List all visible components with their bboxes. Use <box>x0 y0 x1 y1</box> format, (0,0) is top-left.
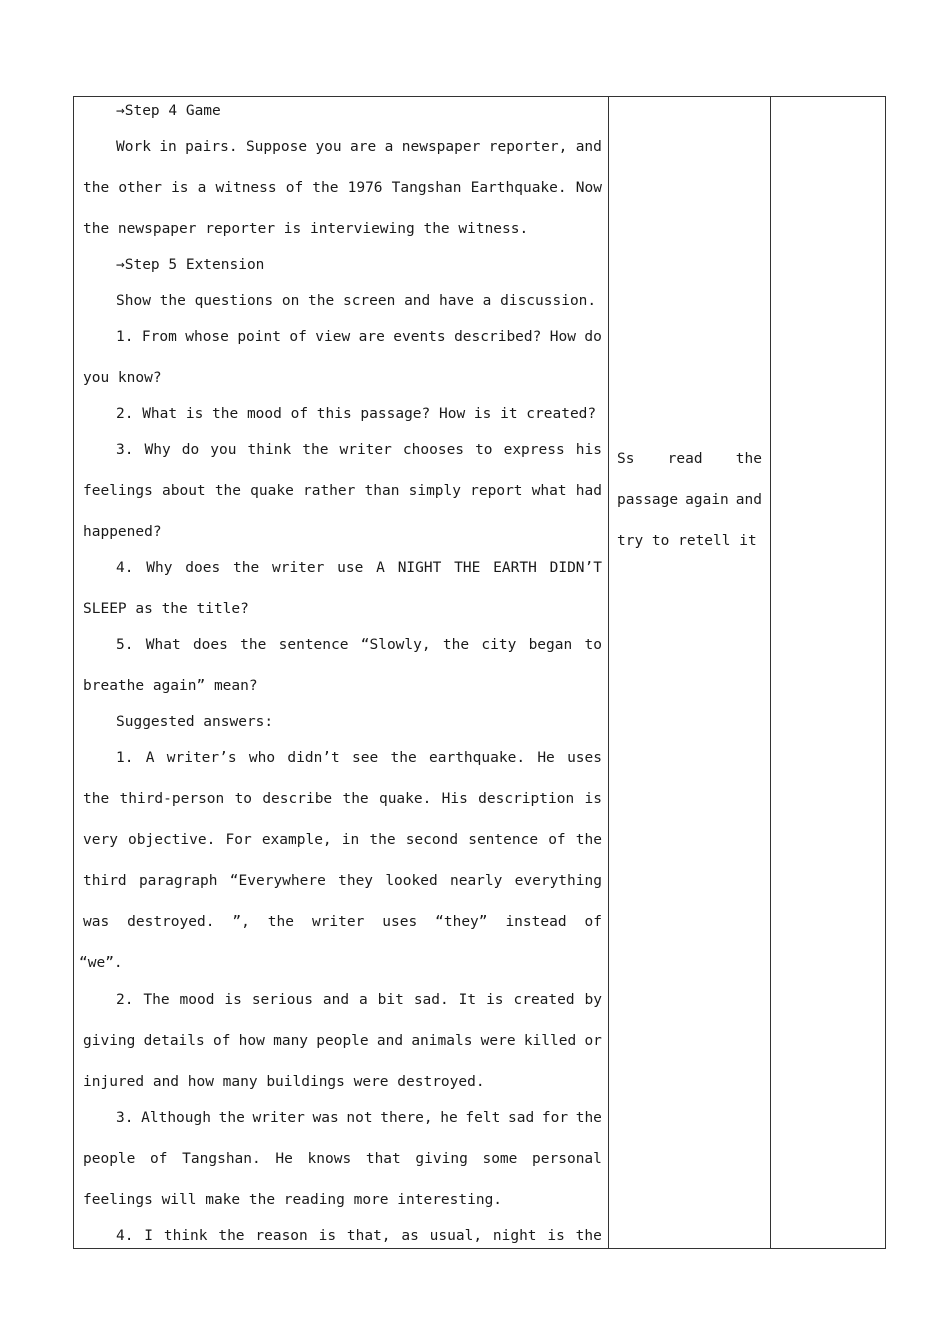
word: his <box>575 442 602 458</box>
word: express <box>503 442 565 458</box>
word: destroyed. <box>127 914 215 930</box>
word: city <box>481 637 517 653</box>
word: bit <box>377 992 404 1008</box>
word: by <box>584 992 602 1008</box>
word: night <box>492 1228 537 1244</box>
word: sentence <box>278 637 349 653</box>
body-text-line: the newspaper reporter is interviewing the witness. <box>83 221 529 237</box>
body-text-line <box>116 441 602 459</box>
word: The <box>143 992 170 1008</box>
word: of <box>548 832 566 848</box>
word: DIDN’T <box>549 560 602 576</box>
body-text-line <box>116 559 602 577</box>
word: earthquake. <box>429 750 526 766</box>
word: the <box>369 832 396 848</box>
word: 1. <box>116 750 134 766</box>
student-activity-line: try to retell it <box>617 533 757 549</box>
word: does <box>192 637 228 653</box>
word: the <box>267 914 294 930</box>
body-text-line: breathe again” mean? <box>83 678 258 694</box>
word: knows <box>307 1151 352 1167</box>
word: writer <box>311 914 365 930</box>
word: serious <box>251 992 313 1008</box>
word: writer <box>339 442 392 458</box>
word: paragraph <box>138 873 218 889</box>
student-activity-line <box>617 491 762 509</box>
word: third-person <box>119 791 225 807</box>
word: giving <box>415 1151 468 1167</box>
body-text-line <box>83 1150 602 1168</box>
word: many <box>273 1033 309 1049</box>
word: chooses <box>402 442 465 458</box>
word: in <box>159 139 177 155</box>
word: events <box>393 329 446 345</box>
word: is <box>171 180 189 196</box>
body-text-line <box>116 138 602 156</box>
word: or <box>584 1033 602 1049</box>
word: writer’s <box>166 750 237 766</box>
word: Tangshan. <box>182 1151 261 1167</box>
body-text-line <box>83 831 602 849</box>
word: quake. <box>378 791 432 807</box>
word: of <box>289 329 307 345</box>
body-text-line <box>83 872 602 890</box>
body-text-line <box>116 636 602 654</box>
word: killed <box>523 1033 577 1049</box>
word: again <box>685 492 729 508</box>
word: read <box>667 451 703 467</box>
word: not <box>346 1110 373 1126</box>
body-text-line <box>83 1032 602 1050</box>
word: 3. <box>116 1110 134 1126</box>
word: 3. <box>116 442 134 458</box>
word: sad. <box>413 992 449 1008</box>
body-text-line: “we”. <box>79 955 123 971</box>
word: He <box>537 750 555 766</box>
word: Ss <box>617 451 635 467</box>
word: there, <box>380 1110 433 1126</box>
word: the <box>575 1110 602 1126</box>
word: the <box>214 483 242 499</box>
word: a <box>197 180 207 196</box>
word: NIGHT <box>397 560 442 576</box>
word: His <box>441 791 468 807</box>
word: witness <box>215 180 277 196</box>
word: in <box>341 832 360 848</box>
word: feelings <box>83 483 153 499</box>
word: very <box>83 832 118 848</box>
word: animals <box>411 1033 473 1049</box>
word: uses <box>382 914 418 930</box>
body-text-line <box>83 179 602 197</box>
word: other <box>118 180 162 196</box>
word: to <box>234 791 253 807</box>
word: writer <box>271 560 325 576</box>
word: and <box>575 139 602 155</box>
word: than <box>364 483 400 499</box>
word: of <box>150 1151 168 1167</box>
word: pairs. <box>185 139 238 155</box>
word: 1. <box>116 329 134 345</box>
word: He <box>275 1151 293 1167</box>
word: “Everywhere <box>229 873 326 889</box>
word: giving <box>83 1033 136 1049</box>
word: of <box>285 180 304 196</box>
word: EARTH <box>493 560 537 576</box>
word: the <box>342 791 369 807</box>
word: everything <box>514 873 602 889</box>
word: and <box>322 992 350 1008</box>
word: use <box>337 560 364 576</box>
body-text-line: feelings will make the reading more interesting. <box>83 1192 503 1208</box>
word: people <box>83 1151 136 1167</box>
word: From <box>141 329 177 345</box>
word: Suppose <box>245 139 308 155</box>
word: “Slowly, <box>360 637 431 653</box>
word: 4. <box>116 1228 134 1244</box>
word: are <box>350 139 377 155</box>
word: some <box>482 1151 518 1167</box>
word: does <box>185 560 221 576</box>
word: reporter, <box>488 139 568 155</box>
body-text-line: Show the questions on the screen and have a discussion. <box>116 293 597 309</box>
word: looked <box>385 873 438 889</box>
word: is <box>486 992 504 1008</box>
word: What <box>145 637 181 653</box>
word: describe <box>262 791 333 807</box>
body-text-line: injured and how many buildings were destroyed. <box>83 1074 485 1090</box>
word: about <box>162 483 206 499</box>
word: second <box>405 832 459 848</box>
body-text-line <box>116 1109 602 1127</box>
body-text-line: →Step 5 Extension <box>116 257 265 273</box>
word: is <box>224 992 242 1008</box>
word: how <box>238 1033 265 1049</box>
word: A <box>376 560 385 576</box>
body-text-line <box>83 482 602 500</box>
word: you <box>210 442 237 458</box>
word: the <box>83 791 110 807</box>
word: mood <box>179 992 215 1008</box>
word: the <box>735 451 762 467</box>
word: was <box>83 914 110 930</box>
word: passage <box>617 492 679 508</box>
word: who <box>248 750 276 766</box>
word: began <box>528 637 573 653</box>
word: of <box>584 914 602 930</box>
word: described? <box>454 329 542 345</box>
word: what <box>531 483 567 499</box>
word: and <box>735 492 762 508</box>
word: the <box>390 750 417 766</box>
body-text-line <box>116 991 602 1009</box>
word: to <box>475 442 493 458</box>
word: the <box>218 1228 245 1244</box>
word: think <box>163 1228 208 1244</box>
word: sentence <box>468 832 539 848</box>
word: quake <box>250 483 294 499</box>
word: THE <box>454 560 481 576</box>
word: were <box>480 1033 516 1049</box>
word: details <box>143 1033 205 1049</box>
word: usual, <box>429 1228 483 1244</box>
word: created <box>513 992 575 1008</box>
body-text-line <box>116 749 602 767</box>
word: How <box>549 329 576 345</box>
word: a <box>359 992 368 1008</box>
word: 4. <box>116 560 134 576</box>
word: the <box>575 1228 602 1244</box>
word: of <box>212 1033 231 1049</box>
word: whose <box>185 329 229 345</box>
word: Earthquake. <box>470 180 567 196</box>
body-text-line: →Step 4 Game <box>116 103 221 119</box>
body-text-line <box>116 1227 602 1245</box>
word: writer <box>252 1110 305 1126</box>
word: the <box>312 180 339 196</box>
word: Work <box>116 139 151 155</box>
notes-cell <box>771 97 885 1248</box>
word: Although <box>141 1110 211 1126</box>
word: do <box>181 442 200 458</box>
word: he <box>440 1110 458 1126</box>
word: simply <box>408 483 461 499</box>
body-text-line <box>83 790 602 808</box>
body-text-line: Suggested answers: <box>116 714 274 730</box>
body-text-line: happened? <box>83 524 162 540</box>
word: is <box>318 1228 337 1244</box>
word: instead <box>505 914 567 930</box>
teacher-activity-cell <box>74 97 609 1248</box>
word: think <box>247 442 292 458</box>
word: Tangshan <box>391 180 462 196</box>
word: that, <box>346 1228 391 1244</box>
word: ”, <box>232 914 250 930</box>
lesson-table <box>73 96 886 1249</box>
word: third <box>83 873 127 889</box>
word: to <box>584 637 602 653</box>
word: that <box>365 1151 401 1167</box>
word: didn’t <box>287 750 340 766</box>
word: as <box>401 1228 419 1244</box>
body-text-line: 2. What is the mood of this passage? How is it created? <box>116 406 597 422</box>
word: the <box>240 637 267 653</box>
word: see <box>352 750 379 766</box>
word: uses <box>567 750 602 766</box>
word: sad <box>508 1110 535 1126</box>
word: “they” <box>435 914 488 930</box>
word: rather <box>302 483 356 499</box>
word: a <box>384 139 394 155</box>
word: Now <box>575 180 602 196</box>
word: It <box>458 992 477 1008</box>
word: the <box>302 442 329 458</box>
word: was <box>312 1110 339 1126</box>
body-text-line <box>116 328 602 346</box>
word: felt <box>465 1110 501 1126</box>
body-text-line: SLEEP as the title? <box>83 601 249 617</box>
body-text-line: you know? <box>83 370 162 386</box>
word: personal <box>532 1151 602 1167</box>
word: report <box>470 483 523 499</box>
word: you <box>315 139 342 155</box>
word: A <box>145 750 155 766</box>
word: Why <box>146 560 173 576</box>
word: newspaper <box>401 139 481 155</box>
word: the <box>575 832 602 848</box>
word: is <box>547 1228 565 1244</box>
word: reason <box>255 1228 308 1244</box>
word: I <box>144 1228 154 1244</box>
word: nearly <box>449 873 503 889</box>
word: objective. <box>128 832 216 848</box>
word: for <box>541 1110 569 1126</box>
word: is <box>584 791 602 807</box>
body-text-line <box>83 913 602 931</box>
word: people <box>316 1033 369 1049</box>
word: For <box>225 832 252 848</box>
word: the <box>218 1110 245 1126</box>
word: the <box>442 637 470 653</box>
word: do <box>584 329 602 345</box>
word: are <box>358 329 385 345</box>
word: view <box>315 329 351 345</box>
word: had <box>575 483 602 499</box>
word: 2. <box>116 992 134 1008</box>
student-activity-cell <box>609 97 771 1248</box>
student-activity-line <box>617 450 762 468</box>
word: and <box>376 1033 404 1049</box>
word: the <box>232 560 260 576</box>
word: 1976 <box>347 180 383 196</box>
word: point <box>237 329 281 345</box>
word: 5. <box>116 637 134 653</box>
word: Why <box>144 442 171 458</box>
word: description <box>478 791 575 807</box>
word: example, <box>261 832 332 848</box>
word: they <box>338 873 374 889</box>
word: the <box>83 180 110 196</box>
